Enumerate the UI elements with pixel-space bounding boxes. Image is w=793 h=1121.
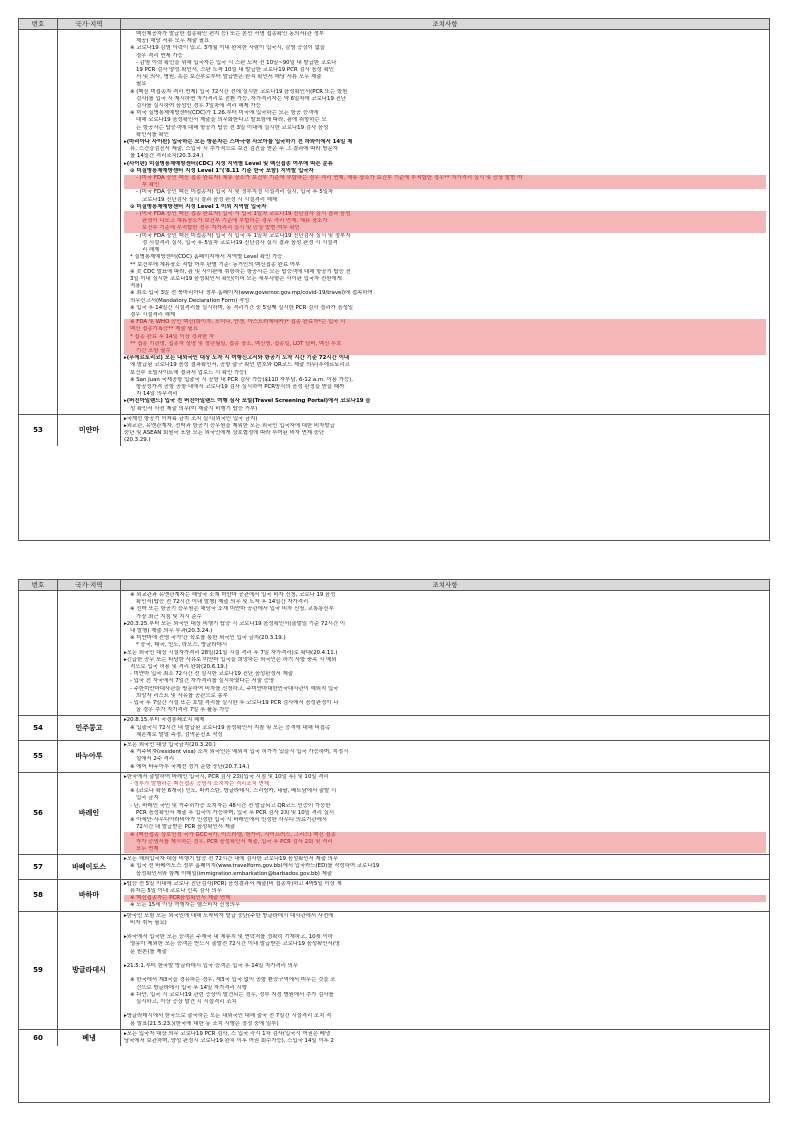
- content-line: - 입국 전 자국에서 7일간 자가격리를 실시하였다는 서술 증명: [130, 678, 275, 685]
- row-country: 바베이도스: [58, 855, 121, 879]
- content-line: 적용): [130, 283, 143, 290]
- content-line: ▸국제선 항공기 이착륙 금지 조치 실시(외국인 입국 금지): [124, 415, 258, 422]
- content-line: 3일 이내 실시한 코로나19 음성확인서 확인(이어 모든 세부사항은 사이판 입국자 전원에게: [130, 275, 342, 282]
- row-country: 미얀마: [58, 415, 121, 446]
- content-line: 항공성가격 공항 공항 내에서 코로나19 검사 실시하여 PCR방식의 음성 판정을 받을 때까: [136, 383, 345, 390]
- table-row: [19, 30, 769, 415]
- row-country: [58, 30, 121, 414]
- content-line: 경우 시설격리 해제: [130, 311, 176, 318]
- content-line: 정 시설격리 실시, 입국 후 5일차 코로나19 진단검사 실시 결과 음성 판정 시 시설격: [142, 239, 338, 246]
- content-line: 보건부 기준에 부적합한 경우 자가격리 실시 및 증상 발현 여부 확인: [124, 225, 766, 232]
- table-row: [19, 741, 769, 773]
- row-content: [121, 30, 769, 414]
- content-line: ▸(푸에르토리코) 모든 내외국인 대상 도착 시 여행신고서와 항공기 도착 시간 기준 72시간 이내: [124, 355, 350, 362]
- content-line: ▸(사이판) 미질병통제예방센터(CDC) 지정 지역별 Level 및 백신접종 여부에 따른 분류: [124, 160, 333, 167]
- content-line: ※ FDA 및 WHO 승인 백신(화이자, 모더나, 얀센, 아스트라제네카)* 접종 완료자*는 입국 시: [124, 319, 766, 326]
- content-line: ▸20.3.25.부터 모든 외국인 대상 비행기 탑승 시 코로나19 음성확인서(출발일 기준 72시간 이: [124, 620, 346, 627]
- content-line: 중단 및 ASEAN 회원국 포함 모든 외국인에게 상호협정에 따라 부여된 비자 면제 중단: [124, 430, 325, 437]
- content-line: * 접종 완료 후 14일 이상 경과한 자: [124, 334, 766, 341]
- content-line: ※ 외교관과 유엔관계자는 해당국 소재 미얀마 공관에서 입국 비자 신청, 코로나 19 음성: [130, 592, 336, 598]
- content-line: 용 발표(21.5.23.)(한국에 대한 동 조치 시행은 정정 중에 일부): [130, 1020, 279, 1027]
- content-line: - (미국 FDA 승인 백신 미접종자) 입국 시 및 정부지정 시설격리 실시, 입국 후 5일차: [136, 189, 334, 196]
- table-header: [19, 580, 769, 591]
- content-line: ※ 아세안·사우디아라비아가 인정한 입국 시 바레인에서 인정한 사우디 의료기관에서: [130, 817, 327, 824]
- content-line: 19 PCR 검사 양성 확인서, 스판 도착 10일 내 발급한 코로나19 PCR 검사 음성 확인: [136, 67, 334, 74]
- content-line: 검사를 실시하여 음성인 경우 7일차에 격리 해제 가능: [136, 103, 261, 110]
- content-line: ※ 입출국시 72시간 내 발급된 코로나19 음성확인서 지참 및 모든 승객에 대해 비접촉: [130, 724, 331, 731]
- content-line: ※ (백신 미접종자 격리 면제) 입국 72시간 전에 실시한 코로나19 음성확인서(PCR 또는 항원: [130, 88, 348, 95]
- content-line: 백신 접종기록증** 제출 필요: [124, 326, 766, 333]
- content-line: ※ San Juan 국제공항 입출국 시 공항 내 PCR 검사 가능($110 자부담, 6-12 a.m. 이용 가능),: [130, 376, 353, 383]
- row-number: 60: [19, 1030, 58, 1046]
- content-line: ▸모든 외국인 대상 시설자가격리 28일(21일 시설 격리 후 7일 자가격리)로 확대(20.4.11.): [124, 649, 338, 656]
- row-country: 방글라데시: [58, 912, 121, 1029]
- content-line: - (미국 FDA 승인 백신 미접종자) 입국 시 입국 후 1일차 코로나19 진단검사 실시 및 정부지: [136, 232, 351, 239]
- content-line: 72시간 내 발급받은 PCR 음성확인서 제출: [136, 824, 236, 831]
- content-line: ※ (코로나 확산 6개국) 인도, 파키스탄, 방글라데시, 스리랑카, 네팔, 베트남에서 출발 시: [130, 788, 337, 795]
- row-country: 바레인: [58, 773, 121, 854]
- table-header: [19, 19, 769, 30]
- row-country: 민주콩고: [58, 716, 121, 740]
- row-content: [121, 741, 769, 772]
- content-line: 내 발행) 제출 의무 부과(20.3.24.): [130, 628, 213, 635]
- content-line: ▸21.5.1.부터 한국발 방글라데시 입국 승객은 입국 후 14일 자가격리 의무: [124, 962, 299, 969]
- content-line: ※ 미국 질병통제예방센터(CDC)가 1.26.부터 미국에 입국하는 모든 항공 승객에: [130, 110, 319, 117]
- content-line: 류자는 5일 이내 코로나 신속 검사 의무: [130, 887, 222, 894]
- content-line: ※ 다만, 입국 시 코로나19 관련 증상이 발견되는 경우, 정부 지정 병원에서 추가 검사를: [130, 991, 334, 998]
- content-line: ** 보건부에 체류장소 적합 여부 판별 기준: 동거인의 백신접종 완료 여부: [130, 261, 301, 268]
- content-line: 부 확인: [124, 182, 766, 189]
- content-line: ▸한국에서 출발하여 바레인 입국시, PCR 검사 2회(입국 시점 및 10일 후) 및 10일 격리: [124, 773, 329, 780]
- content-line: ⊙ 미질병통제예방센터 지정 Level 1"('8.11 기준 한국 포함) 지역발 입국자: [130, 167, 314, 174]
- row-number: 54: [19, 716, 58, 740]
- content-line: 가장 최근 지침 및 지시 준수: [136, 613, 202, 620]
- content-line: - 미얀마 입국 최소 72시간 전 실시한 코로나19 진단 음성판정서 제출: [130, 671, 293, 678]
- row-number: 57: [19, 855, 58, 879]
- header-content: 조치사항: [432, 581, 458, 589]
- row-country: [58, 591, 121, 715]
- content-line: ※ 美 CDC 발표에 따라, 괌 및 사이판에 취항하는 항공사는 모든 탑승객에 대해 항공기 탑승 전: [130, 268, 351, 275]
- table-row: [19, 880, 769, 912]
- content-line: [124, 970, 766, 977]
- content-line: ▸한국인 포함 모든 외국인에 대해 도착비자 발급 중단(주한 방글라데시 대사관에서 사전에: [124, 912, 334, 919]
- content-line: ▸탑승 전 5일 이내에 코로나 진단검사(PCR) 음성결과서 제출(비 접종자)하고 4박5일 이상 체: [124, 880, 342, 887]
- content-line: ※ 한국에서 제3국을 경유하는 경우, 제3국 입국 없이 공항 환승구역에서 머무는 것을 조: [130, 977, 336, 984]
- row-content: [121, 591, 769, 715]
- content-line: ▸(마리아나 사이판) 입국하는 모든 방문자는 스마극령 사모아를 입국하기 전 하와이에서 14일 체: [124, 139, 353, 146]
- content-line: - 주한미얀마대사관을 방문하여 비자를 신청하고, 주미얀마대한민국대사관이 예외적 입국: [130, 685, 339, 692]
- row-number: 53: [19, 415, 58, 446]
- row-content: [121, 880, 769, 911]
- content-line: 체온계로 발열 측정, 검역문진표 작성: [136, 731, 223, 738]
- table-row: [19, 1030, 769, 1046]
- content-line: 기간 포함 필수: [124, 348, 766, 355]
- content-line: 영유아 제외한 모든 승객은 반드시 출발전 72시간 이내 발급받은 코로나19 음성확인서(영: [130, 941, 341, 948]
- content-line: ▸20.8.15.부터 국경봉쇄조치 해제: [124, 717, 205, 724]
- row-country: 바누아투: [58, 741, 121, 772]
- table-body: [19, 30, 769, 446]
- content-line: ※ 코로나19 감염 이력이 있고, 3개월 이내 완치한 사람이 입국시, 감염 증상이 없을: [130, 45, 326, 52]
- content-line: ※ 선박 또는 항공기 승무원은 해당국 소재 미얀마 공관에서 입국 비자 신청, 교통통신부: [130, 606, 334, 613]
- document-page-2: [18, 579, 770, 1103]
- content-line: ▸긴급한 공무 또는 타당한 사유로 미얀마 입국을 희망하는 외국인은 하기 사항 충족 시 예외: [124, 656, 337, 663]
- row-number: 59: [19, 912, 58, 1029]
- content-line: * 질병통제예방센터(CDC) 홈페이지에서 지역별 Level 확인 가능: [130, 254, 283, 261]
- content-line: ※ 거주비자(resident visa) 소지 외국인은 예외적 입국 허가가 있을시 입국 가능하며, 지정시: [130, 749, 349, 756]
- header-country: 국가·지역: [58, 580, 121, 590]
- content-line: 건으로 방글라데시 입국 후 14일 자가격리 시행: [136, 984, 247, 991]
- content-line: 검사)를 입국 시 제시하면 자가격리로 전환 가능, 자가격리자는 약 6일차에 코로나19 진단: [136, 95, 347, 102]
- content-line: ※ 백신접종자는 PCR음성확인서 제출 면제: [124, 895, 766, 902]
- content-line: 비자 취득 필요): [130, 919, 167, 926]
- table-body: [19, 591, 769, 1046]
- row-number: [19, 591, 58, 715]
- content-line: - 단, 바레인 국민 및 거주허가증 소지자는 48시간 전 발급되고 QR코드 인증이 가능한: [130, 802, 331, 809]
- content-line: 든 항공사는 탑승객에 대해 항공기 탑승 전 3일 이내에 실시한 코로나19 검사 음성: [136, 124, 329, 131]
- content-line: - 감염 이력 확인을 위해 입국자는 입국 시 스판 도착 전 10일~90일 내 발급한 코로나: [136, 59, 337, 66]
- header-content: 조치사항: [432, 20, 458, 28]
- row-number: 56: [19, 773, 58, 854]
- table-row: [19, 591, 769, 716]
- content-line: ※ 미얀마에 전염 국가'간 육로를 통한 외국인 입국 금지(20.3.19.): [130, 635, 286, 642]
- content-line: ▸모든 입국자 대상 의무 코로나19 PCR 검사, 스 입국 즉시 1차 검사(입국시 여권은 베냉: [124, 1030, 331, 1037]
- content-line: 당국에서 보관하며, 양성 판정시 코로나19 완치 이후 여권 회수가능), 스입국 14일 이후 2: [124, 1037, 334, 1044]
- row-number: [19, 30, 58, 414]
- row-content: [121, 773, 769, 854]
- content-line: [124, 1006, 766, 1013]
- content-line: 지 14일 의무격리: [136, 391, 178, 398]
- row-number: 58: [19, 880, 58, 911]
- header-number: 번호: [19, 580, 58, 590]
- row-content: [121, 1030, 769, 1046]
- content-line: ▸외국에서 입국한 모든 승객은 주재국 내 체류지 및 연락처를 정확히 기재하고, 10세 이하: [124, 934, 333, 941]
- content-line: 문 원본)를 제출: [130, 948, 167, 955]
- content-line: 자가 증명서를 제시하는 경우, PCR 음성확인서 제출, 입국 후 PCR 검사 2회 및 격리: [124, 839, 766, 846]
- content-line: 코로나19 진단검사 실시 결과 음성 판정 시 시설격리 해제: [142, 196, 278, 203]
- content-line: 실시하고, 이상 증상 발견 시 시설격리 조치: [136, 998, 237, 1005]
- table-row: [19, 773, 769, 855]
- content-line: 백신제공자가 발급한 접종확인 편지 등) 또는 본인 서명 접종확인 동의서(관 정부: [136, 31, 324, 37]
- content-line: * 중국, 태국, 인도, 라오스, 방글라데시: [136, 642, 228, 649]
- content-line: ▸모든 외국인 대상 입국금지(20.3.20.): [124, 742, 216, 749]
- content-line: 필요: [136, 81, 147, 88]
- content-line: 서 및 의사, 병원, 혹은 보건부로부터 발급받은 완치 확인서 해당 서류 모두 제출: [136, 74, 322, 81]
- content-line: 성 확인서 사전 제출 의무(미 제출시 비행기 탑승 거부): [130, 405, 258, 412]
- row-content: [121, 716, 769, 740]
- content-line: - 입국 후 7일간 시설 또는 호텔 격리를 실시한 후 코로나19 PCR 검사에서 음성판정이 나: [130, 700, 339, 707]
- content-line: 확인서(탑승 전 72시간 이내 발행) 제출 의무 및 도착 후 14일간 자가격리: [136, 599, 309, 606]
- content-line: ※ 입국 전 바베이도스 정부 홈페이지(www.travelform.gov.bb)에서 입국카드(ED)를 작성하여 코로나19: [130, 863, 380, 870]
- row-country: 베냉: [58, 1030, 121, 1046]
- row-content: [121, 415, 769, 446]
- content-line: ▸(버진아일랜드) 입국 전 버진아일랜드 여행 심사 포털(Travel Screening Portal)에서 코로나19 음: [124, 398, 371, 405]
- content-line: ※ 최소 입국 3일 전 북마리아나 정부 홈페이지(www.governor.gov.mp/covid-19/travel)에 접속하여: [130, 290, 373, 297]
- content-line: ※ 모든 15세 이상 여행자는 헬스비자 신청의무: [130, 902, 241, 909]
- content-line: PCR 음성확인서 제출 후 입국이 가능하며, 입국 후 PCR 검사 2회 및 10일 격리 실시: [136, 809, 335, 816]
- content-line: 확인서를 확인: [136, 131, 169, 138]
- content-line: ⊙ 미질병통제예방센터 지정 Level 1 이외 지역발 입국자: [130, 203, 267, 210]
- content-line: 보건부 포털사이트에 결과서 업로드 시 확인 가능): [130, 369, 247, 376]
- table-row: [19, 716, 769, 741]
- table-row: [19, 855, 769, 880]
- content-line: 류, 스건강검진서 제출, 스입국 시 추가적으로 보건 검진을 받은 후 그 결과에 따라 방문자: [130, 146, 338, 153]
- content-line: ▸방글라데시에서 한국으로 출국하는 모든 내외국인 대해 출국 전 7일간 시설격리 조치 적: [124, 1013, 332, 1020]
- row-country: 바하마: [58, 880, 121, 911]
- content-line: 대해 코로나19 음성확인서 제출을 의무화한다고 발표함에 따라, 괌에 취항하는 모: [136, 117, 327, 124]
- content-line: ※ 입국 후 14일간 시설격리를 실시하며, 동 격리기간 중 5일째 실시한 PCR 검사 결과가 음성일: [130, 304, 354, 311]
- content-line: ※ (백신접종 상호인정 국가 GCC국가, 이스라엘, 헝가리, 사이프러스, 그리스) 백신 접종: [124, 832, 766, 839]
- content-line: [124, 956, 766, 963]
- row-number: 55: [19, 741, 58, 772]
- content-line: - (미국 FDA 승인 백신 접종 완료자) 입국 시 입국 1일차 코로나19 진단검사 실시 결과 음성: [124, 211, 766, 218]
- content-line: 모두 면제: [124, 846, 766, 853]
- document-page-1: [18, 18, 770, 541]
- content-line: (20.3.29.): [124, 437, 151, 444]
- content-line: 에 발급된 코로나19 음성 결과확인서, 공항 출구 확인 번호와 QR코드 제출 의무(푸에르토리코: [130, 362, 350, 369]
- content-line: 적으로 입국 허용 및 격리 완화(20.6.19.): [130, 664, 228, 671]
- content-line: 올 경우 추가 자가격리 7일 후 활동 가능: [136, 707, 230, 714]
- content-line: 희망자 리스트 및 사유를 공관으로 송부: [136, 692, 228, 699]
- content-line: 설에서 2주 격리: [136, 756, 175, 763]
- content-line: 제공) 해당 서류 모두 제출 필요: [136, 38, 210, 45]
- content-line: ※ 에어 바누아투 국제선 정기 운항 중단(20.7.14.): [130, 763, 250, 770]
- table-row: [19, 415, 769, 446]
- row-content: [121, 912, 769, 1029]
- content-line: - (미국 FDA 승인 백신 접종 완료자) 체류 장소가 보건부 기준에 부합하는 경우 격리 면제, 체류 장소가 보건부 기준에 부적합한 경우** 자가격리 실시 및 증상 발현 여: [124, 175, 766, 182]
- content-line: 판정이 나오고 체류장소가 보건부 기준에 부합하는 경우 격리 면제, 체류 장소가: [124, 218, 766, 225]
- header-country: 국가·지역: [58, 19, 121, 29]
- content-line: 입국 금지: [136, 795, 159, 802]
- content-line: 의무신고서(Mandatory Declaration Form) 작성: [130, 297, 250, 304]
- content-line: ▸외교관, 유엔관계자, 선박과 항공기 승무원을 제외한 모든 외국인 입국자에 대한 비자발급: [124, 422, 335, 429]
- content-line: - 정부가 발행하는 백신접종 증명서 소지자는 격리조치 면제: [130, 781, 269, 788]
- content-line: 리 해제: [142, 247, 160, 254]
- content-line: ** 접종 기관명, 접종자 성명 및 생년월일, 접종 장소, 백신명, 접종일, LOT 넘버, 백신 투호: [124, 341, 766, 348]
- content-line: 경우 격리 면제 가능: [136, 52, 183, 59]
- content-line: 를 14일간 격리조치(20.3.24.): [130, 153, 204, 160]
- row-content: [121, 855, 769, 879]
- table-row: [19, 912, 769, 1030]
- header-number: 번호: [19, 19, 58, 29]
- content-line: 음성확인서와 함께 이메일(immigration.embarkation@barbados.gov.bb) 제출: [136, 870, 333, 877]
- content-line: [124, 927, 766, 934]
- content-line: ▸모든 해외입국자 대상 비행기 탑승 전 72시간 내에 검사한 코로나19 음성확인서 제출 의무: [124, 856, 339, 863]
